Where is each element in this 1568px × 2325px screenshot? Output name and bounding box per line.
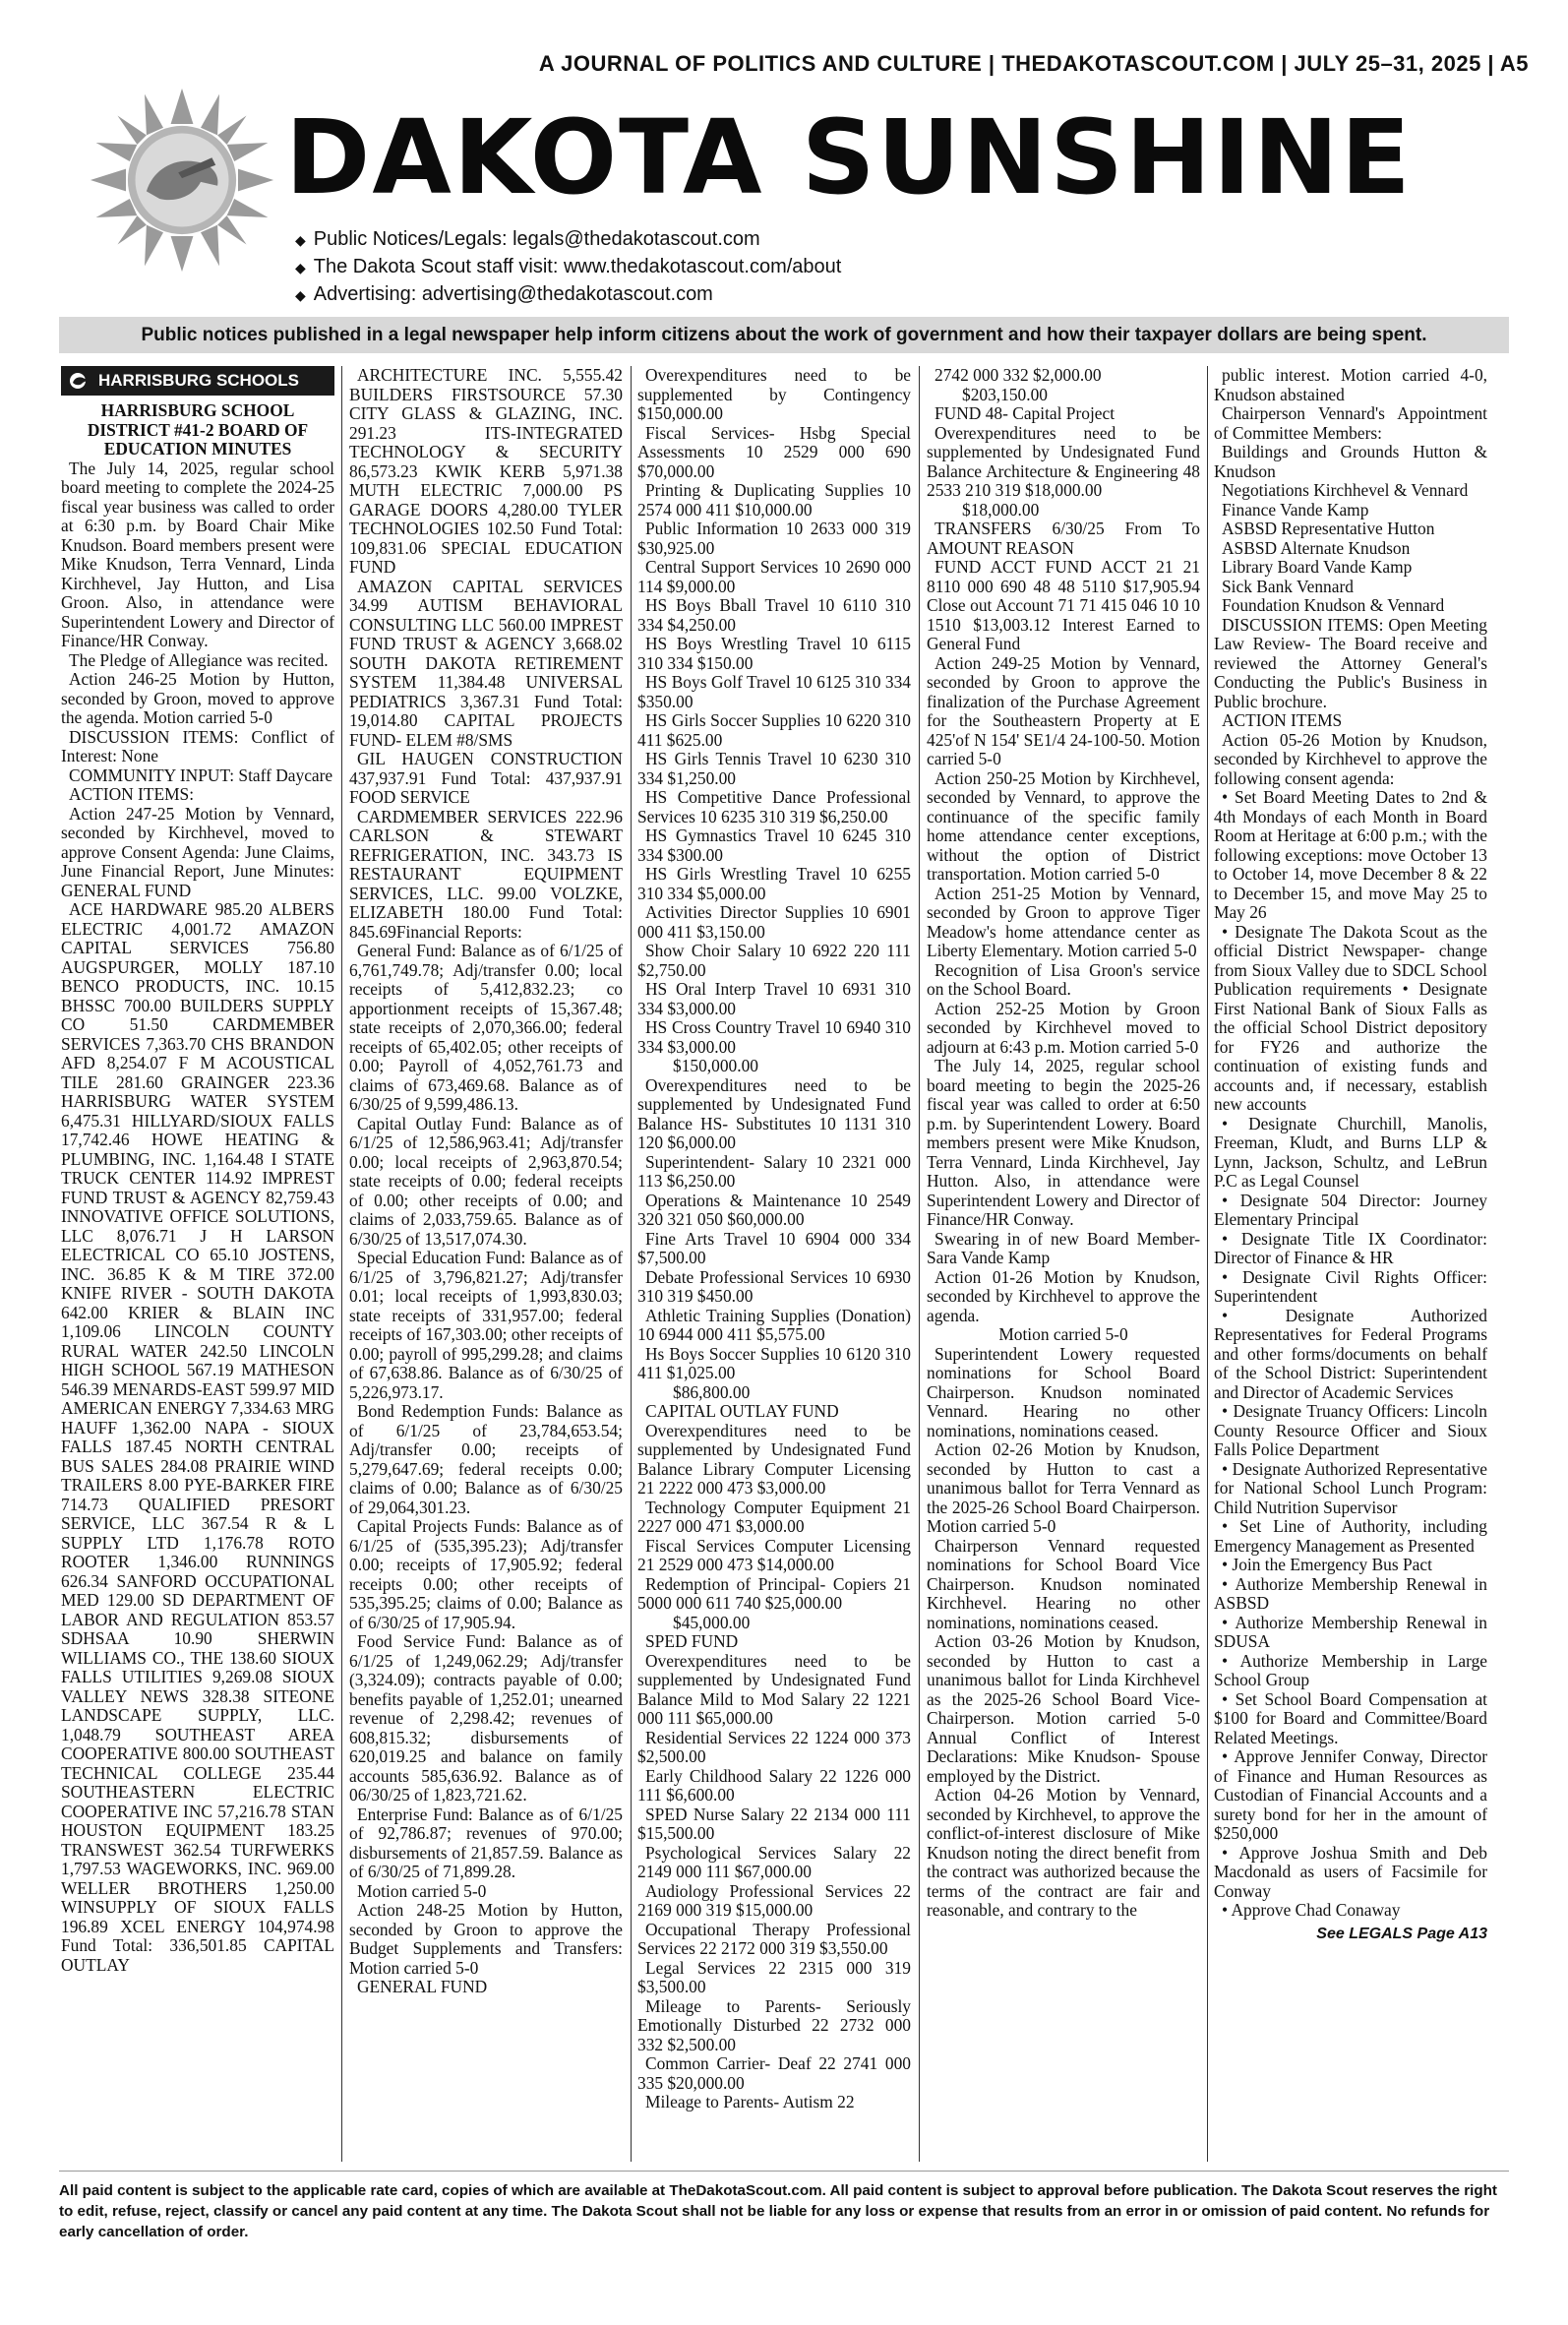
notice-paragraph: SPED FUND bbox=[645, 1631, 739, 1651]
notice-paragraph: Chairperson Vennard requested nominations for School Board Vice Chairperson. Knudson nominated Kirchhevel. Hearing no other nominations, nominations ceased. bbox=[927, 1535, 1200, 1632]
notice-paragraph: Special Education Fund: Balance as of 6/1/25 of 3,796,821.27; Adj/transfer 0.01; local receipts of 1,993,830.03; state receipts of 331,957.00; federal receipts of 167,303.00; other receipts of 0.00; payroll of 995,299.28; and claims of 67,638.86. Balance as of 6/30/25 of 5,226,973.17. bbox=[349, 1248, 623, 1402]
notice-paragraph: Action 247-25 Motion by Vennard, seconded by Kirchhevel, moved to approve Consent Agenda: June Claims, June Financial Report, June Minutes: GENERAL FUND bbox=[61, 803, 334, 900]
contact-staff: ◆ The Dakota Scout staff visit: www.thedakotascout.com/about bbox=[295, 256, 842, 277]
notice-paragraph: Action 05-26 Motion by Knudson, seconded by Kirchhevel to approve the following consent agenda: bbox=[1214, 729, 1487, 788]
notice-paragraph: • Designate Authorized Representatives for Federal Programs and other forms/documents on behalf of the School District: Superintendent and Director of Academic Services bbox=[1214, 1305, 1487, 1402]
notice-paragraph: • Set Board Meeting Dates to 2nd & 4th Mondays of each Month in Board Room at Heritage at 6:00 p.m.; with the following exceptions: move October 13 to October 14, move December 8 & 22 to December 15, and move May 25 to May 26 bbox=[1214, 787, 1487, 922]
notice-paragraph: $86,800.00 bbox=[673, 1381, 751, 1402]
notice-paragraph: $18,000.00 bbox=[962, 499, 1040, 520]
notice-paragraph: The July 14, 2025, regular school board meeting to complete the 2024-25 fiscal year business was called to order at 6:30 p.m. by Board Chair Mike Knudson. Board members present were Mike Knudson, Terra Vennard, Linda Kirchhevel, Jay Hutton, and Lisa Groon. Also, in attendance were Superintendent Lowery and Director of Finance/HR Conway. bbox=[61, 458, 334, 650]
notice-paragraph: Debate Professional Services 10 6930 310 319 $450.00 bbox=[637, 1266, 911, 1306]
notice-paragraph: GIL HAUGEN CONSTRUCTION 437,937.91 Fund Total: 437,937.91 FOOD SERVICE bbox=[349, 749, 623, 807]
column-divider bbox=[919, 366, 920, 2162]
notice-paragraph: HS Girls Tennis Travel 10 6230 310 334 $1,250.00 bbox=[637, 749, 911, 788]
notice-paragraph: Action 252-25 Motion by Groon seconded by Kirchhevel moved to adjourn at 6:43 p.m. Motion carried 5-0 bbox=[927, 998, 1200, 1057]
notice-paragraph: Capital Outlay Fund: Balance as of 6/1/25 of 12,586,963.41; Adj/transfer 0.00; local receipts of 2,963,870.54; state receipts of 0.00; federal receipts of 0.00; other receipts of 0.00; and claims of 2,033,759.65. Balance as of 6/30/25 of 13,517,074.30. bbox=[349, 1113, 623, 1249]
notice-paragraph: $203,150.00 bbox=[962, 384, 1048, 404]
notice-paragraph: Legal Services 22 2315 000 319 $3,500.00 bbox=[637, 1957, 911, 1996]
notice-paragraph: HS Girls Soccer Supplies 10 6220 310 411 $625.00 bbox=[637, 710, 911, 750]
notice-paragraph: Overexpenditures need to be supplemented by Contingency $150,000.00 bbox=[637, 366, 911, 423]
notice-paragraph: Action 246-25 Motion by Hutton, seconded by Groon, moved to approve the agenda. Motion carried 5-0 bbox=[61, 669, 334, 727]
notice-paragraph: HS Girls Wrestling Travel 10 6255 310 334 $5,000.00 bbox=[637, 864, 911, 903]
notice-paragraph: Capital Projects Funds: Balance as of 6/1/25 of (535,395.23); Adj/transfer 0.00; receipts of 17,905.92; federal receipts 0.00; other receipts of 535,395.25; claims of 0.00; Balance as of 6/30/25 of 17,905.94. bbox=[349, 1516, 623, 1632]
notice-paragraph: ASBSD Alternate Knudson bbox=[1222, 537, 1411, 558]
paid-content-disclaimer: All paid content is subject to the applicable rate card, copies of which are available at TheDakotaScout.com. All paid content is subject to approval before publication. The Dakota Scout reserves the right to edit, refuse, reject, classify or cancel any paid content at any time. The Dakota Scout shall not be liable for any loss or expense that results from an error in or omission of paid content. No refunds for early cancellation of order. bbox=[59, 2182, 1497, 2240]
notice-paragraph: ACTION ITEMS bbox=[1222, 710, 1343, 730]
footer-divider bbox=[59, 2171, 1509, 2172]
notice-paragraph: Common Carrier- Deaf 22 2741 000 335 $20,000.00 bbox=[637, 2053, 911, 2093]
notice-paragraph: Printing & Duplicating Supplies 10 2574 000 411 $10,000.00 bbox=[637, 480, 911, 520]
notice-paragraph: Foundation Knudson & Vennard bbox=[1222, 595, 1445, 615]
column-3 bbox=[637, 366, 911, 2162]
notice-paragraph: $45,000.00 bbox=[673, 1612, 751, 1632]
continued-link[interactable]: See LEGALS Page A13 bbox=[1316, 1925, 1487, 1942]
notice-paragraph: CAPITAL OUTLAY FUND bbox=[645, 1401, 839, 1421]
notice-paragraph: Activities Director Supplies 10 6901 000 411 $3,150.00 bbox=[637, 902, 911, 942]
notice-paragraph: Show Choir Salary 10 6922 220 111 $2,750.00 bbox=[637, 941, 911, 980]
notice-paragraph: Action 249-25 Motion by Vennard, seconded by Groon to approve the finalization of the Purchase Agreement for the Southeastern Property at E 425'of N 154' SE1/4 24-100-50. Motion carried 5-0 bbox=[927, 652, 1200, 768]
notice-paragraph: • Designate Authorized Representative for National School Lunch Program: Child Nutrition Supervisor bbox=[1214, 1458, 1487, 1517]
notice-paragraph: DISCUSSION ITEMS: Open Meeting Law Review- The Board receive and reviewed the Attorney General's Conducting the Public's Business in Public brochure. bbox=[1214, 614, 1487, 711]
notice-paragraph: DISCUSSION ITEMS: Conflict of Interest: None bbox=[61, 726, 334, 765]
diamond-bullet-icon: ◆ bbox=[295, 287, 306, 303]
notice-paragraph: Library Board Vande Kamp bbox=[1222, 557, 1413, 577]
column-5 bbox=[1214, 366, 1487, 2162]
notice-paragraph: • Approve Chad Conaway bbox=[1222, 1900, 1401, 1920]
notice-paragraph: Superintendent- Salary 10 2321 000 113 $6,250.00 bbox=[637, 1151, 911, 1191]
notice-paragraph: Motion carried 5-0 bbox=[998, 1324, 1128, 1344]
column-divider bbox=[631, 366, 632, 2162]
notice-paragraph: Negotiations Kirchhevel & Vennard bbox=[1222, 480, 1469, 500]
notice-paragraph: SPED Nurse Salary 22 2134 000 111 $15,500.00 bbox=[637, 1804, 911, 1843]
notice-paragraph: HS Oral Interp Travel 10 6931 310 334 $3,000.00 bbox=[637, 979, 911, 1018]
notice-paragraph: FUND ACCT FUND ACCT 21 21 8110 000 690 48 48 5110 $17,905.94 Close out Account 71 71 415 046 10 10 1510 $13,003.12 Interest Earned to General Fund bbox=[927, 557, 1200, 653]
notice-paragraph: • Set School Board Compensation at $100 for Board and Committee/Board Related Meetings. bbox=[1214, 1688, 1487, 1747]
notice-paragraph: Action 248-25 Motion by Hutton, seconded by Groon to approve the Budget Supplements and Transfers: Motion carried 5-0 bbox=[349, 1900, 623, 1978]
masthead-title: DAKOTA SUNSHINE bbox=[285, 97, 1413, 217]
notice-paragraph: GENERAL FUND bbox=[357, 1977, 488, 1996]
notice-paragraph: HS Boys Bball Travel 10 6110 310 334 $4,250.00 bbox=[637, 595, 911, 635]
notice-paragraph: Finance Vande Kamp bbox=[1222, 499, 1369, 520]
section-tag: HARRISBURG SCHOOLS bbox=[61, 366, 334, 396]
notice-paragraph: Sick Bank Vennard bbox=[1222, 576, 1354, 596]
contact-advertising: ◆ Advertising: advertising@thedakotascout.com bbox=[295, 283, 713, 305]
notice-paragraph: • Authorize Membership Renewal in SDUSA bbox=[1214, 1612, 1487, 1651]
notice-paragraph: ASBSD Representative Hutton bbox=[1222, 519, 1435, 538]
notice-paragraph: • Designate 504 Director: Journey Elementary Principal bbox=[1214, 1190, 1487, 1229]
notice-paragraph: AMAZON CAPITAL SERVICES 34.99 AUTISM BEHAVIORAL CONSULTING LLC 560.00 IMPREST FUND TRUST & AGENCY 3,668.02 SOUTH DAKOTA RETIREMENT SYSTEM 11,384.48 UNIVERSAL PEDIATRICS 3,367.31 Fund Total: 19,014.80 CAPITAL PROJECTS FUND- ELEM #8/SMS bbox=[349, 576, 623, 750]
notice-paragraph: • Designate Churchill, Manolis, Freeman, Kludt, and Burns LLP & Lynn, Jackson, Schultz, and LeBrun P.C as Legal Counsel bbox=[1214, 1113, 1487, 1191]
notice-paragraph: Action 250-25 Motion by Kirchhevel, seconded by Vennard, to approve the continuance of the specific family home attendance center exceptions, without the option of District transportation. Motion carried 5-0 bbox=[927, 767, 1200, 884]
notice-paragraph: HS Competitive Dance Professional Services 10 6235 310 319 $6,250.00 bbox=[637, 787, 911, 826]
notice-paragraph: Action 02-26 Motion by Knudson, seconded by Hutton to cast a unanimous ballot for Terra Vennard as the 2025-26 School Board Chairperson. Motion carried 5-0 bbox=[927, 1439, 1200, 1536]
header-topline: A JOURNAL OF POLITICS AND CULTURE | THEDAKOTASCOUT.COM | JULY 25–31, 2025 | A5 bbox=[538, 51, 1529, 76]
notice-paragraph: FUND 48- Capital Project bbox=[935, 403, 1116, 423]
notice-paragraph: • Designate Civil Rights Officer: Superintendent bbox=[1214, 1266, 1487, 1306]
notice-paragraph: Enterprise Fund: Balance as of 6/1/25 of 92,786.87; revenues of 970.00; disbursements of 21,857.59. Balance as of 6/30/25 of 71,899.28. bbox=[349, 1804, 623, 1881]
notice-paragraph: Fiscal Services Computer Licensing 21 2529 000 473 $14,000.00 bbox=[637, 1535, 911, 1574]
notice-paragraph: Technology Computer Equipment 21 2227 000 471 $3,000.00 bbox=[637, 1497, 911, 1536]
notice-paragraph: 2742 000 332 $2,000.00 bbox=[935, 366, 1102, 385]
notice-paragraph: Early Childhood Salary 22 1226 000 111 $6,600.00 bbox=[637, 1765, 911, 1805]
notice-paragraph: Motion carried 5-0 bbox=[357, 1880, 487, 1901]
column-4 bbox=[927, 366, 1200, 2162]
notice-paragraph: • Approve Jennifer Conway, Director of Finance and Human Resources as Custodian of Financial Accounts and a surety bond for her in the amount of $250,000 bbox=[1214, 1746, 1487, 1843]
notice-paragraph: Swearing in of new Board Member- Sara Vande Kamp bbox=[927, 1228, 1200, 1267]
notice-paragraph: • Designate Truancy Officers: Lincoln County Resource Officer and Sioux Falls Police Department bbox=[1214, 1401, 1487, 1459]
notice-paragraph: Operations & Maintenance 10 2549 320 321 050 $60,000.00 bbox=[637, 1190, 911, 1229]
notice-paragraph: Bond Redemption Funds: Balance as of 6/1/25 of 23,784,653.54; Adj/transfer 0.00; receipts of 5,279,647.69; federal receipts 0.00; claims of 0.00; Balance as of 6/30/25 of 29,064,301.23. bbox=[349, 1401, 623, 1517]
notice-paragraph: Recognition of Lisa Groon's service on the School Board. bbox=[927, 959, 1200, 999]
notice-paragraph: Food Service Fund: Balance as of 6/1/25 of 1,249,062.29; Adj/transfer (3,324.09); contracts payable of 0.00; benefits payable of 1,252.01; unearned revenue of 2,298.42; revenues of 608,815.32; disbursements of 620,019.25 and balance on family accounts 585,636.92. Balance as of 06/30/25 of 1,823,721.62. bbox=[349, 1631, 623, 1805]
notice-paragraph: TRANSFERS 6/30/25 From To AMOUNT REASON bbox=[927, 519, 1200, 558]
notice-paragraph: Mileage to Parents- Autism 22 bbox=[645, 2092, 855, 2111]
notice-paragraph: ARCHITECTURE INC. 5,555.42 BUILDERS FIRSTSOURCE 57.30 CITY GLASS & GLAZING, INC. 291.23 ITS-INTEGRATED TECHNOLOGY & SECURITY 86,573.23 KWIK KERB 5,971.38 MUTH ELECTRIC 7,000.00 PS GARAGE DOORS 4,280.00 TYLER TECHNOLOGIES 102.50 Fund Total: 109,831.06 SPECIAL EDUCATION FUND bbox=[349, 366, 623, 577]
diamond-bullet-icon: ◆ bbox=[295, 232, 306, 248]
column-divider bbox=[341, 366, 342, 2162]
notice-paragraph: Buildings and Grounds Hutton & Knudson bbox=[1214, 442, 1487, 481]
column-1 bbox=[61, 366, 334, 2162]
notice-paragraph: HS Cross Country Travel 10 6940 310 334 $3,000.00 bbox=[637, 1017, 911, 1057]
notice-paragraph: General Fund: Balance as of 6/1/25 of 6,761,749.78; Adj/transfer 0.00; local receipts of 5,412,832.23; co apportionment receipts of 15,367.48; state receipts of 2,070,366.00; federal receipts of 65,402.05; other receipts of 0.00; Payroll of 4,052,761.73 and claims of 673,469.68. Balance as of 6/30/25 of 9,599,486.13. bbox=[349, 941, 623, 1114]
notice-paragraph: • Authorize Membership in Large School Group bbox=[1214, 1650, 1487, 1689]
notice-paragraph: Superintendent Lowery requested nominations for School Board Chairperson. Knudson nominated Vennard. Hearing no other nominations, nominations ceased. bbox=[927, 1343, 1200, 1440]
notice-paragraph: ACTION ITEMS: bbox=[69, 784, 195, 804]
notice-paragraph: CARDMEMBER SERVICES 222.96 CARLSON & STEWART REFRIGERATION, INC. 343.73 IS RESTAURANT EQUIPMENT SERVICES, LLC. 99.00 VOLZKE, ELIZABETH 180.00 Fund Total: 845.69Financial Reports: bbox=[349, 806, 623, 942]
notice-paragraph: Action 251-25 Motion by Vennard, seconded by Groon to approve Tiger Meadow's home attendance center as Liberty Elementary. Motion carried 5-0 bbox=[927, 883, 1200, 960]
notice-paragraph: Overexpenditures need to be supplemented by Undesignated Fund Balance Library Computer Licensing 21 2222 000 473 $3,000.00 bbox=[637, 1420, 911, 1498]
legal-notice-columns bbox=[61, 366, 1507, 2162]
notice-paragraph: Occupational Therapy Professional Services 22 2172 000 319 $3,550.00 bbox=[637, 1919, 911, 1958]
notice-paragraph: Psychological Services Salary 22 2149 000 111 $67,000.00 bbox=[637, 1842, 911, 1881]
notice-paragraph: Chairperson Vennard's Appointment of Committee Members: bbox=[1214, 403, 1487, 443]
notice-paragraph: HARRISBURG SCHOOL DISTRICT #41-2 BOARD OF EDUCATION MINUTES bbox=[87, 400, 309, 459]
notice-paragraph: Fine Arts Travel 10 6904 000 334 $7,500.00 bbox=[637, 1228, 911, 1267]
public-notice-banner: Public notices published in a legal newspaper help inform citizens about the work of government and how their taxpayer dollars are being spent. bbox=[59, 317, 1509, 353]
notice-paragraph: Mileage to Parents- Seriously Emotionally Disturbed 22 2732 000 332 $2,500.00 bbox=[637, 1995, 911, 2054]
notice-paragraph: Hs Boys Soccer Supplies 10 6120 310 411 $1,025.00 bbox=[637, 1343, 911, 1382]
notice-paragraph: HS Boys Wrestling Travel 10 6115 310 334 $150.00 bbox=[637, 634, 911, 673]
diamond-bullet-icon: ◆ bbox=[295, 260, 306, 275]
notice-paragraph: Redemption of Principal- Copiers 21 5000 000 611 740 $25,000.00 bbox=[637, 1573, 911, 1613]
notice-paragraph: COMMUNITY INPUT: Staff Daycare bbox=[69, 765, 333, 785]
notice-paragraph: public interest. Motion carried 4-0, Knudson abstained bbox=[1214, 366, 1487, 404]
notice-paragraph: Residential Services 22 1224 000 373 $2,500.00 bbox=[637, 1727, 911, 1766]
notice-paragraph: Public Information 10 2633 000 319 $30,925.00 bbox=[637, 519, 911, 558]
notice-paragraph: The Pledge of Allegiance was recited. bbox=[69, 649, 329, 670]
notice-paragraph: ACE HARDWARE 985.20 ALBERS ELECTRIC 4,001.72 AMAZON CAPITAL SERVICES 756.80 AUGSPURGER, MOLLY 187.10 BENCO PRODUCTS, INC. 10.15 BHSSC 700.00 BUILDERS SUPPLY CO 51.50 CARDMEMBER SERVICES 7,363.70 CHS BRANDON AFD 8,254.07 F M ACOUSTICAL TILE 281.60 GRAINGER 223.36 HARRISBURG WATER SYSTEM 6,475.31 HILLYARD/SIOUX FALLS 17,742.46 HOWE HEATING & PLUMBING, INC. 1,164.48 I STATE TRUCK CENTER 114.92 IMPREST FUND TRUST & AGENCY 82,759.43 INNOVATIVE OFFICE SOLUTIONS, LLC 8,076.71 J H LARSON ELECTRICAL CO 65.10 JOSTENS, INC. 36.85 K & M TIRE 372.00 KNIFE RIVER - SOUTH DAKOTA 642.00 KRIER & BLAIN INC 1,109.06 LINCOLN COUNTY RURAL WATER 242.50 LINCOLN HIGH SCHOOL 567.19 MATHESON 546.39 MENARDS-EAST 599.97 MID AMERICAN ENERGY 7,334.63 MRG HAUFF 1,362.00 NAPA - SIOUX FALLS 187.45 NORTH CENTRAL BUS SALES 284.08 PRAIRIE WIND TRAILERS 8.00 PYE-BARKER FIRE 714.73 QUALIFIED PRESORT SERVICE, LLC 367.54 R & L SUPPLY LTD 1,176.78 ROTO ROOTER 1,346.00 RUNNINGS 626.34 SANFORD OCCUPATIONAL MED 129.00 SD DEPARTMENT OF LABOR AND REGULATION 853.57 SDHSAA 10.90 SHERWIN WILLIAMS CO., THE 138.60 SIOUX FALLS UTILITIES 9,269.08 SIOUX VALLEY NEWS 328.38 SITEONE LANDSCAPE SUPPLY, LLC. 1,048.79 SOUTHEAST AREA COOPERATIVE 800.00 SOUTHEAST TECHNICAL COLLEGE 235.44 SOUTHEASTERN ELECTRIC COOPERATIVE INC 57,216.78 STAN HOUSTON EQUIPMENT 183.25 TRANSWEST 362.54 TURFWERKS 1,797.53 WAGEWORKS, INC. 969.00 WELLER BROTHERS 1,250.00 WINSUPPLY OF SIOUX FALLS 196.89 XCEL ENERGY 104,974.98 Fund Total: 336,501.85 CAPITAL OUTLAY bbox=[61, 899, 334, 1975]
notice-paragraph: • Approve Joshua Smith and Deb Macdonald as users of Facsimile for Conway bbox=[1214, 1842, 1487, 1901]
notice-paragraph: Overexpenditures need to be supplemented by Undesignated Fund Balance Mild to Mod Salary 22 1221 000 111 $65,000.00 bbox=[637, 1650, 911, 1728]
column-2 bbox=[349, 366, 623, 2162]
notice-paragraph: The July 14, 2025, regular school board meeting to begin the 2025-26 fiscal year was called to order at 6:50 p.m. by Superintendent Lowery. Board members present were Mike Knudson, Terra Vennard, Linda Kirchhevel, Jay Hutton. Also, in attendance were Superintendent Lowery and Director of Finance/HR Conway. bbox=[927, 1056, 1200, 1229]
notice-paragraph: Action 03-26 Motion by Knudson, seconded by Hutton to cast a unanimous ballot for Linda Kirchhevel as the 2025-26 School Board Vice-Chairperson. Motion carried 5-0 Annual Conflict of Interest Declarations: Mike Knudson- Spouse employed by the District. bbox=[927, 1631, 1200, 1786]
contact-legals: ◆ Public Notices/Legals: legals@thedakotascout.com bbox=[295, 228, 760, 250]
notice-paragraph: HS Gymnastics Travel 10 6245 310 334 $300.00 bbox=[637, 826, 911, 865]
notice-paragraph: Overexpenditures need to be supplemented by Undesignated Fund Balance HS- Substitutes 10 1131 310 120 $6,000.00 bbox=[637, 1074, 911, 1152]
column-divider bbox=[1207, 366, 1208, 2162]
contact-list bbox=[295, 226, 841, 309]
notice-paragraph: Action 04-26 Motion by Vennard, seconded by Kirchhevel, to approve the conflict-of-interest disclosure of Mike Knudson noting the direct benefit from the contract was authorized because the terms of the contract are fair and reasonable, and contrary to the bbox=[927, 1785, 1200, 1920]
notice-paragraph: Athletic Training Supplies (Donation) 10 6944 000 411 $5,575.00 bbox=[637, 1305, 911, 1344]
notice-paragraph: Action 01-26 Motion by Knudson, seconded by Kirchhevel to approve the agenda. bbox=[927, 1266, 1200, 1325]
notice-paragraph: Overexpenditures need to be supplemented by Undesignated Fund Balance Architecture & Engineering 48 2533 210 319 $18,000.00 bbox=[927, 422, 1200, 500]
notice-paragraph: • Join the Emergency Bus Pact bbox=[1222, 1555, 1432, 1574]
notice-paragraph: Audiology Professional Services 22 2169 000 319 $15,000.00 bbox=[637, 1880, 911, 1920]
notice-paragraph: Fiscal Services- Hsbg Special Assessments 10 2529 000 690 $70,000.00 bbox=[637, 422, 911, 481]
notice-paragraph: HS Boys Golf Travel 10 6125 310 334 $350.00 bbox=[637, 672, 911, 711]
notice-paragraph: • Authorize Membership Renewal in ASBSD bbox=[1214, 1573, 1487, 1613]
notice-paragraph: Central Support Services 10 2690 000 114 $9,000.00 bbox=[637, 557, 911, 596]
sunshine-logo-icon bbox=[89, 87, 275, 274]
notice-paragraph: $150,000.00 bbox=[673, 1056, 758, 1075]
notice-paragraph: • Designate The Dakota Scout as the official District Newspaper- change from Sioux Valley due to SDCL School Publication requirements • Designate First National Bank of Sioux Falls as the official School District depository for FY26 and authorize the continuation of existing funds and accounts and, if necessary, establish new accounts bbox=[1214, 921, 1487, 1114]
notice-paragraph: • Set Line of Authority, including Emergency Management as Presented bbox=[1214, 1516, 1487, 1556]
school-logo-icon bbox=[67, 371, 92, 391]
notice-paragraph: • Designate Title IX Coordinator: Director of Finance & HR bbox=[1214, 1228, 1487, 1267]
